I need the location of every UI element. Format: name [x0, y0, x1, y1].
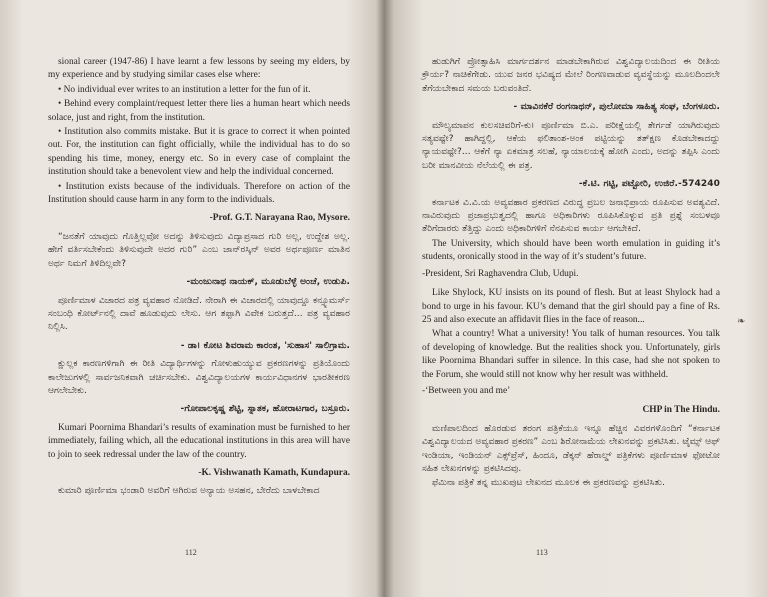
- kannada-paragraph: ಹುಡುಗಿಗೆ ಪ್ರೋತ್ಸಾಹಿಸಿ ಮಾರ್ಗದರ್ಶನ ಮಾಡಬೇಕಾಗಿರುವ ವಿಶ್ವವಿದ್ಯಾಲಯದಿಂದ ಈ ರೀತಿಯ ಕ್ರೌರ್ಯ? ನಾಚಿಕೆಗೇಡು. ಯುವ ಜನರ ಭವಿಷ್ಯದ ಮೇಲೆ ರಿಂಗಣವಾಡುವ ವ್ಯವಸ್ಥೆಯನ್ನು ಮೂಲದಿಂದಲೇ ತೆಗೆಯಬೇಕಾದ ಸಮಯ ಬರುವಂತಿದೆ.: [422, 57, 720, 94]
- kannada-paragraph: ಫೆಮಿನಾ ಪತ್ರಿಕೆ ತನ್ನ ಮುಖಪುಟ ಲೇಖನದ ಮೂಲಕ ಈ ಪ್ರಕರಣವನ್ನು ಪ್ರಕಟಿಸಿತು.: [432, 478, 666, 489]
- signature: -Prof. G.T. Narayana Rao, Mysore.: [209, 213, 350, 224]
- paragraph: Like Shylock, KU insists on its pound of flesh. But at least Shylock had a bond to urge in his favour. KU’s demand that the girl should pay a fine of Rs. 25 and also execute an affidavit flies in the face of reason...: [422, 288, 720, 325]
- paragraph: Kumari Poornima Bhandari’s results of examination must be furnished to her immediately, failing which, all the educational institutions in this area will have to join to seek redressal under the law of the country.: [48, 422, 350, 460]
- kannada-paragraph: ಪೂರ್ಣಿಮಾಳ ವಿಚಾರದ ಪತ್ರ ವ್ಯವಹಾರ ನೋಡಿದೆ. ನೇರಾಗಿ ಈ ವಿಚಾರದಲ್ಲಿ ಯಾವುದ್ದೂ ಕನ್ಸ್ಯೂಮರ್ಸ್ ಸಂಬಂಧಿ ಕೋರ್ಟ್‌ನಲ್ಲಿ ದಾವೆ ಹೂಡುವುದು ಲೇಸು. ಆಗ ತಪ್ಪಾಗಿ ವಿವೇಕ ಬರುತ್ತದೆ... ಪತ್ರ ವ್ಯವಹಾರ ನಿಲ್ಲಿಸಿ.: [48, 295, 350, 333]
- right-page: [384, 0, 768, 597]
- page-number-left: 112: [185, 548, 197, 557]
- left-page-text: [48, 56, 350, 500]
- kannada-paragraph: ಮೌಲ್ಯಮಾಪನ ಕುಲಸಚಿವರಿಗೆ-ಕು। ಪೂರ್ಣಿಮಾ ಬಿ.ಎ. ಪರೀಕ್ಷೆಯಲ್ಲಿ ತೇರ್ಗಡೆ ಯಾಗಿರುವುದು ಸತ್ಯವಷ್ಟೇ? ಹಾಗಿದ್ದಲ್ಲಿ, ಆಕೆಯ ಫಲಿತಾಂಶ-ಅಂಕ ಪಟ್ಟಿಯನ್ನು ತತ್‌ಕ್ಷಣ ಕೊಡಬೇಕಾದದ್ದು ನ್ಯಾಯವಷ್ಟೇ?... ಆಕೆಗೆ ನ್ಯಾ ಏಕಮಾತ್ರ ಸಲಹೆ, ನ್ಯಾಯಾಲಯಕ್ಕೆ ಹೋಗಿ ಎಂದು, ಅದನ್ನು ತಪ್ಪಿಸಿ ಎಂದು ಬರೀ ಮಾನವೀಯ ನೆಲೆಯಲ್ಲಿ ಈ ಪತ್ರ.: [422, 120, 720, 171]
- page-number-right: 113: [536, 548, 548, 557]
- kannada-paragraph: ಕರ್ನಾಟಕ ವಿ.ವಿ.ಯ ಅವ್ಯವಹಾರ ಪ್ರಕರಣದ ವಿರುದ್ಧ ಪ್ರಬಲ ಜನಾಭಿಪ್ರಾಯ ರೂಪಿಸುವ ಅವಶ್ಯವಿದೆ. ನಾವಿರುವುದು ಪ್ರಜಾಪ್ರಭುತ್ವದಲ್ಲಿ ಹಾಗೂ ಅಧಿಕಾರಿಗಳು ರೂಪಿಸಿಕೊಳ್ಳುವ ಪ್ರತಿ ಪ್ರಶ್ನೆ ಸಂಬಳವೂ ತೆರಿಗೆದಾರರು ತೆತ್ತಿದ್ದು ಎಂದು ಅಧಿಕಾರಿಗಳಿಗೆ ನೆನಪಿಸುವ ಕಾರ್ಯ ಆಗಬೇಕಿದೆ.: [422, 197, 720, 235]
- signature: CHP in The Hindu.: [642, 405, 720, 416]
- margin-mark-icon: ❧: [737, 316, 746, 327]
- right-page-text: [422, 56, 720, 492]
- signature: -ಗೋಪಾಲಕೃಷ್ಣ ಶೆಟ್ಟಿ, ಸ್ನಾತಕ, ಹೋರಾಟಗಾರ, ಬಸ್ರೂರು.: [180, 404, 350, 415]
- paragraph: What a country! What a university! You talk of human resources. You talk of developing of knowledge. But the realities shock you. Unfortunately, girls like Poornima Bhandari suffer in silence. In this case, had she not spoken to the Forum, she would still not know why her result was withheld.: [422, 329, 720, 380]
- signature: - ಮಾವಿನಕೆರೆ ರಂಗನಾಥನ್, ಪುಲೋಮಾ ಸಾಹಿತ್ಯ ಸಂಘ, ಬೆಂಗಳೂರು.: [513, 102, 720, 113]
- signature: -President, Sri Raghavendra Club, Udupi.: [422, 268, 579, 279]
- signature: -ಮಂಜುನಾಥ ನಾಯಕ್, ಮೂಡುಬೆಳ್ಳೆ ಅಂಚೆ, ಉಡುಪಿ.: [186, 277, 350, 288]
- signature: - ಡಾ। ಕೋಟ ಶಿವರಾಮ ಕಾರಂತ, 'ಸುಹಾಸ' ಸಾಲಿಗ್ರಾಮ.: [180, 340, 350, 351]
- signature: -K. Vishwanath Kamath, Kundapura.: [198, 467, 350, 478]
- bullet-item: • No individual ever writes to an institution a letter for the fun of it.: [48, 84, 350, 97]
- bullet-item: • Institution exists because of the individuals. Therefore on action of the Institution should cause harm in any form to the individuals.: [48, 181, 350, 208]
- signature: -ಕೆ.ಟಿ. ಗಟ್ಟಿ, ಪಟ್ಟೋರಿ, ಉಜಿರೆ.-574240: [578, 179, 720, 190]
- kannada-paragraph: ಮಣಿಪಾಲದಿಂದ ಹೊರಡುವ ತರಂಗ ಪತ್ರಿಕೆಯೂ ಇನ್ನೂ ಹೆಚ್ಚಿನ ವಿವರಗಳೊಂದಿಗೆ “ಕರ್ನಾಟಕ ವಿಶ್ವವಿದ್ಯಾಲಯದ ಅವ್ಯವಹಾರ ಪ್ರಕರಣ” ಎಂಬ ಶಿರೋನಾಮೆಯ ಲೇಖನವನ್ನು ಪ್ರಕಟಿಸಿತು. ಟೈಮ್ಸ್ ಆಫ್ ಇಂಡಿಯಾ, ಇಂಡಿಯನ್ ಎಕ್ಸ್‌ಪ್ರೆಸ್, ಹಿಂದೂ, ಡೆಕ್ಕನ್ ಹೆರಾಲ್ಡ್ ಪತ್ರಿಕೆಗಳು ಪೂರ್ಣಿಮಾಳ ಫೋಟೋ ಸಹಿತ ಲೇಖನಗಳನ್ನು ಪ್ರಕಟಿಸಿದವು.: [422, 423, 720, 474]
- kannada-paragraph: ಕುಮಾರಿ ಪೂರ್ಣಿಮಾ ಭಂಡಾರಿ ಅವರಿಗೆ ಆಗಿರುವ ಅನ್ಯಾಯ ಅಸಹನ, ಬೇರೆದು ಬಾಳಬೇಕಾದ: [58, 486, 320, 497]
- kannada-paragraph: ಕ್ಷುಲ್ಲಕ ಕಾರಣಗಳಿಗಾಗಿ ಈ ರೀತಿ ವಿದ್ಯಾರ್ಥಿಗಳನ್ನು ಗೋಳುಹುಯ್ಯುವ ಪ್ರಕರಣಗಳನ್ನು ಪ್ರತಿಯೊಂದು ಕಾಲೇಜುಗಳಲ್ಲಿ ಸಾರ್ವಜನಿಕವಾಗಿ ಚರ್ಚಿಸಬೇಕು. ವಿಶ್ವವಿದ್ಯಾಲಯಗಳ ಕಾರ್ಯವಿಧಾನಗಳ ಭಾರತೀಕರಣ ಆಗಲೇಬೇಕು.: [48, 359, 350, 396]
- signature: -‘Between you and me’: [422, 385, 511, 396]
- paragraph: The University, which should have been worth emulation in guiding it’s students, oronically stood in the way of it’s student’s future.: [422, 238, 720, 263]
- paragraph: sional career (1947-86) I have learnt a few lessons by seeing my elders, by my experience and by studying similar cases else where:: [48, 57, 350, 81]
- bullet-item: • Behind every complaint/request letter there lies a human heart which needs solace, just and right, from the institution.: [48, 98, 350, 125]
- kannada-paragraph: “ಜನತೆಗೆ ಯಾವುದು ಗೊತ್ತಿಲ್ಲವೋ ಅದನ್ನು ತಿಳಿಸುವುದು ವಿದ್ಯಾಪ್ರಸಾದ ಗುರಿ ಅಲ್ಲ, ಉದ್ದೇಶ ಅಲ್ಲ. ಹೇಗೆ ವರ್ತಿಸಬೇಕೆಂದು ತಿಳಿಸುವುದೇ ಅದರ ಗುರಿ” ಎಂಬ ಜಾನ್‌ರಸ್ಕಿನ್ ಅವರ ಅರ್ಥಪೂರ್ಣ ಮಾತಿನ ಅರ್ಥ ನಿಮಗೆ ತಿಳಿದಿಲ್ಲವೇ?: [48, 231, 350, 269]
- bullet-item: • Institution also commits mistake. But it is grace to correct it when pointed out. For, the institution can fight officially, while the individual has to do so spending his time, money, energy etc. So in every case of complaint the institution should take a benevolent view and help the individual concerned.: [48, 126, 350, 180]
